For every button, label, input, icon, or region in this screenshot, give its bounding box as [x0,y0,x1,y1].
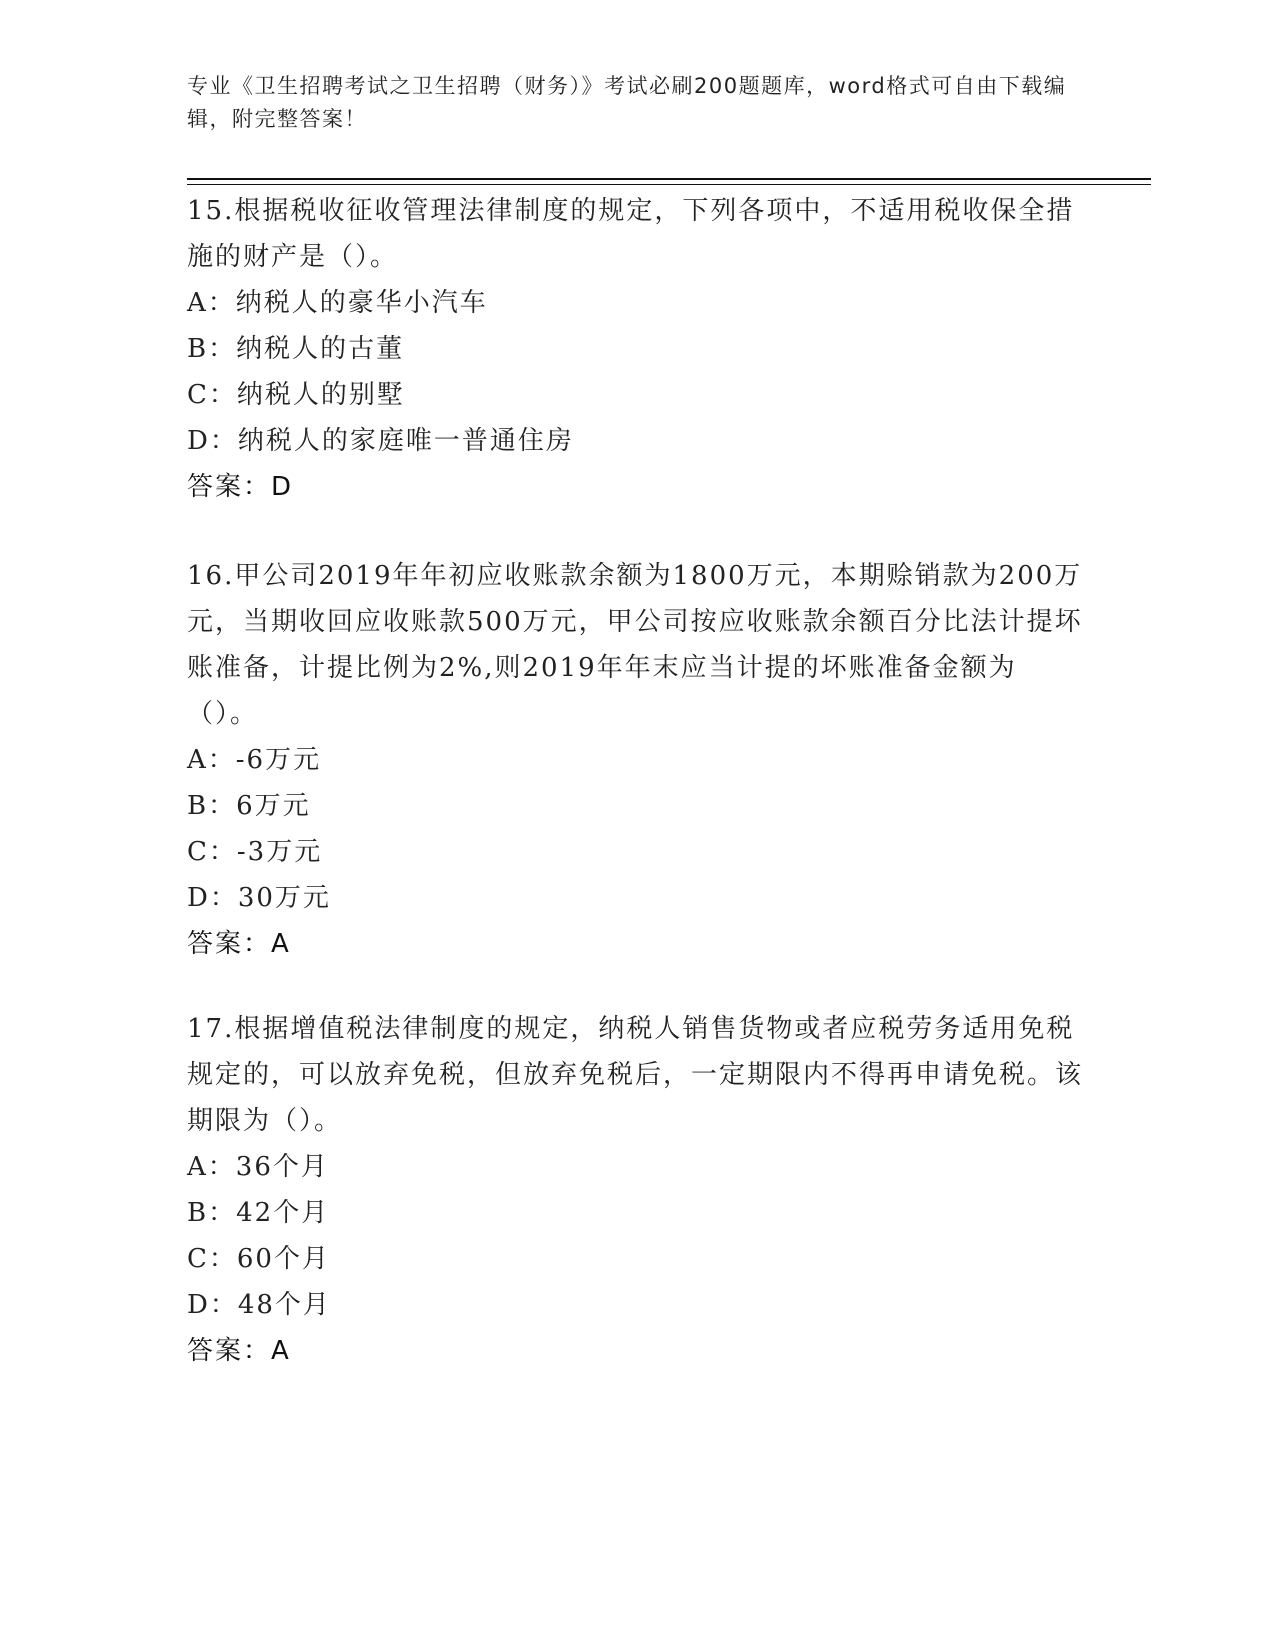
answer: 答案：D [187,472,294,502]
option-a: A：-6万元 [187,745,322,775]
option-a: A：36个月 [187,1152,329,1182]
option-d: D：纳税人的家庭唯一普通住房 [187,426,574,456]
answer: 答案：A [187,1336,291,1366]
option-c: C：纳税人的别墅 [187,380,405,410]
option-a: A：纳税人的豪华小汽车 [187,288,488,318]
question-17 [187,1006,1087,1374]
option-b: B：纳税人的古董 [187,334,405,364]
option-d: D：30万元 [187,883,331,913]
option-c: C：60个月 [187,1244,330,1274]
question-text: 16.甲公司2019年年初应收账款余额为1800万元，本期赊销款为200万元，当期收回应收账款500万元，甲公司按应收账款余额百分比法计提坏账准备，计提比例为2%,则2019年年末应当计提的坏账准备金额为（）。 [187,561,1083,729]
option-b: B：42个月 [187,1198,330,1228]
header-divider-thick [187,178,1151,180]
option-b: B：6万元 [187,791,311,821]
option-c: C：-3万元 [187,837,323,867]
header-divider-thin [187,184,1151,185]
question-15 [187,188,1087,510]
question-16 [187,553,1087,967]
option-d: D：48个月 [187,1290,331,1320]
answer: 答案：A [187,929,291,959]
question-text: 17.根据增值税法律制度的规定，纳税人销售货物或者应税劳务适用免税规定的，可以放弃免税，但放弃免税后，一定期限内不得再申请免税。该期限为（）。 [187,1014,1084,1136]
question-text: 15.根据税收征收管理法律制度的规定，下列各项中，不适用税收保全措施的财产是（）。 [187,196,1075,272]
document-intro: 专业《卫生招聘考试之卫生招聘（财务）》考试必刷200题题库，word格式可自由下载编辑，附完整答案！ [187,74,1067,131]
